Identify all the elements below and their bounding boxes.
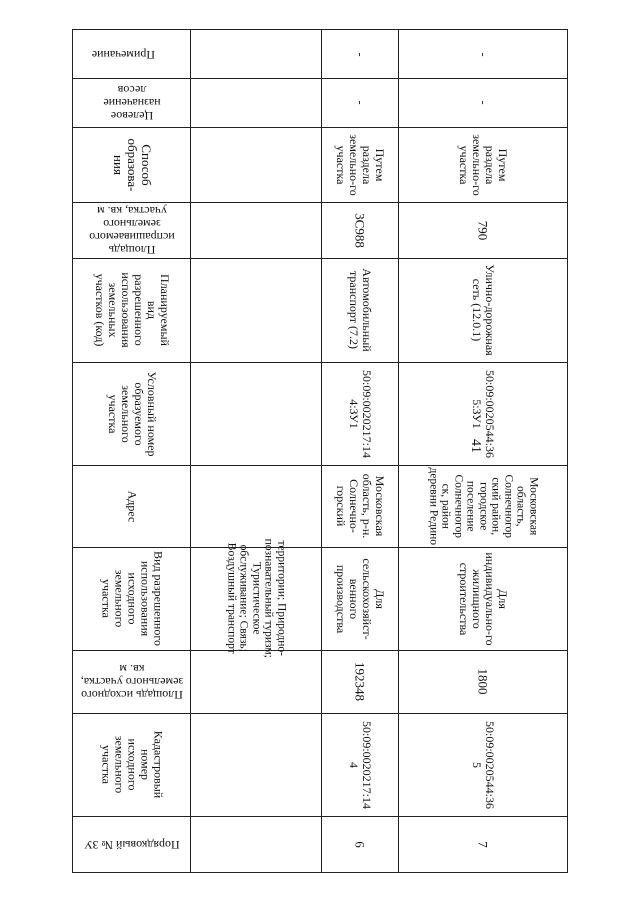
row7-cadastral: 50:09:0020544:365 [469,720,497,809]
row7-area-source: 1800 [475,668,490,695]
row6-forest-purpose: - [353,100,367,105]
header-forest-purpose: Целевое назначение лесов [102,83,161,123]
header-area-requested: Площадь испрашиваемого земельного участка, кв. м [88,204,175,257]
header-seq-no: Порядковый № ЗУ [83,837,180,852]
header-cadastral: Кадастровый номер исходного земельного участка [99,730,165,799]
row7-address: Московская область, Солнечногор ский район, городское поселение Солнечногор ск, район деревни Редино [426,467,539,545]
header-use-type: Вид разрешенного использования исходного земельного участка [99,551,165,646]
header-cond-number: Условный номер образуемого земельного участка [105,370,159,457]
row6-address: Московская область, р-н. Солнечно-горский [333,473,387,539]
header-address: Адрес [125,490,139,522]
row7-use-type: Для индивидуально-го жилищного строительства [456,551,510,646]
row6-method: Путем раздела земельно-го участка [333,133,387,196]
row7-cond-number: 50:09:0020544:365:ЗУ1 [469,369,497,458]
row7-forest-purpose: - [476,100,490,105]
row7-seq-no: 7 [475,840,490,848]
row6-area-requested: 3С988 [352,212,367,248]
row7-planned-use: Улично-дорожная сеть (12.0.1) [469,264,497,356]
header-method: Способ образова-ния [110,137,154,191]
header-note: Примечание [91,47,155,62]
row6-seq-no: 6 [352,840,367,848]
row6-area-source: 192348 [352,662,367,701]
continuation-use-type: территории; Природно-познавательный туризм; Туристическое обслуживание; Связь; Воздушный транспорт [224,538,287,659]
row6-planned-use: Автомобильный транспорт (7.2) [346,268,374,352]
row6-use-type: Для сельскохозяйст-венного производства [333,557,387,640]
row7-note: - [476,52,490,56]
land-plot-table [72,29,568,873]
row6-cadastral: 50:09:0020217:144 [346,720,374,809]
header-area-source: Площадь исходного земельного участка, кв. м [80,662,183,702]
row6-cond-number: 50:09:0020217:144:ЗУ1 [346,369,374,458]
page-number: 41 [468,439,483,453]
header-planned-use: Планируемый вид разрешенного использования земельных участков (код) [92,272,172,348]
row7-area-requested: 790 [475,220,490,240]
row6-note: - [353,52,367,56]
row7-method: Путем раздела земельно-го участка [456,133,510,196]
